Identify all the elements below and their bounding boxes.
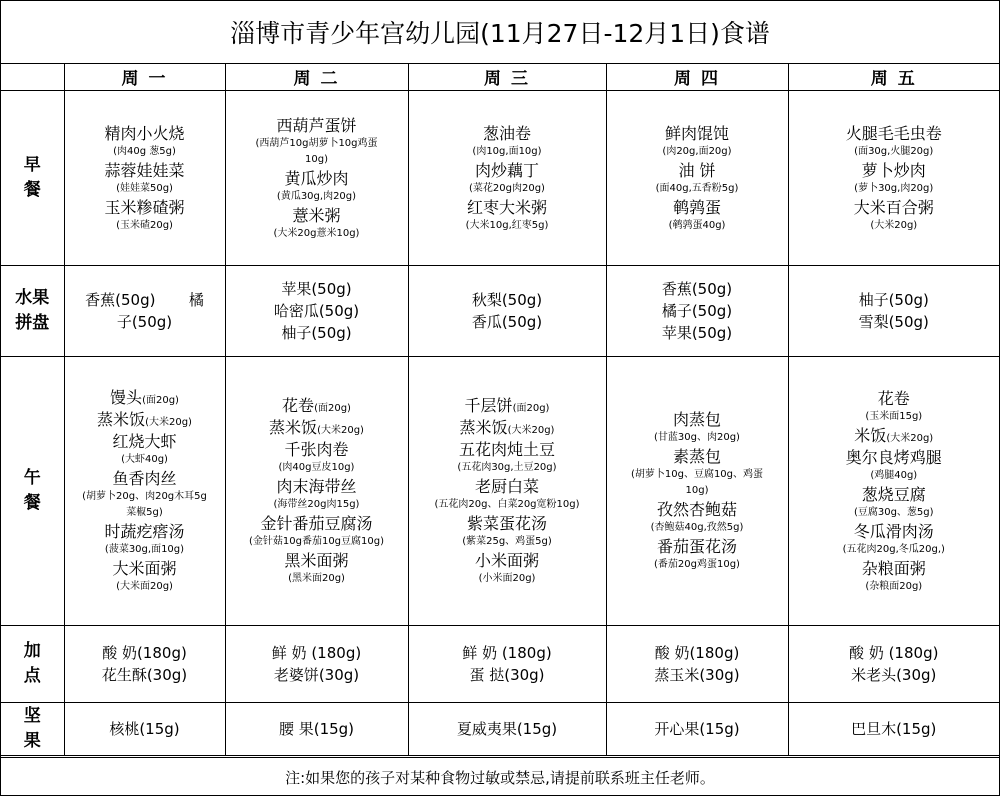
ingredient-note: (面30g,火腿20g) <box>854 145 934 157</box>
menu-cell <box>408 703 606 756</box>
day-header: 周 一 <box>64 63 225 91</box>
menu-cell <box>408 91 606 266</box>
menu-item: 酸 奶(180g) <box>102 644 187 662</box>
menu-item: 柚子(50g) <box>281 324 352 342</box>
dish-name: 玉米糁碴粥 <box>104 197 185 217</box>
fruit-row <box>1 266 999 357</box>
menu-cell <box>408 357 606 626</box>
ingredient-note: (胡萝卜10g、豆腐10g、鸡蛋 <box>630 469 764 480</box>
ingredient-note: (娃娃菜50g) <box>116 182 173 194</box>
dish-name: 奥尔良烤鸡腿 <box>845 447 942 467</box>
menu-cell <box>408 266 606 357</box>
meal-label <box>1 91 64 266</box>
dish-line <box>65 387 225 409</box>
menu-item: 米老头(30g) <box>851 666 937 684</box>
dish-name: 孜然杏鲍菇 <box>656 500 737 519</box>
meal-label <box>1 626 64 703</box>
dish-name: 黑米面粥 <box>284 551 349 570</box>
dish-name: 米饭 <box>854 425 887 445</box>
dish-name: 精肉小火烧 <box>104 123 185 143</box>
lunch-row <box>1 357 999 626</box>
dish-name: 杂粮面粥 <box>861 558 926 578</box>
meal-label-text: 果 <box>23 731 41 751</box>
dish-name: 蒸米饭 <box>459 418 508 437</box>
dish-name: 冬瓜滑肉汤 <box>853 521 934 541</box>
ingredient-note: (豆腐30g、葱5g) <box>853 506 934 518</box>
ingredient-note: (胡萝卜20g、肉20g木耳5g <box>82 491 207 502</box>
menu-item: 秋梨(50g) <box>471 291 543 309</box>
meal-label-text: 点 <box>23 666 41 686</box>
ingredient-note: (萝卜30g,肉20g) <box>854 182 934 194</box>
ingredient-note: (大米20g) <box>870 219 918 231</box>
ingredient-note: (紫菜25g、鸡蛋5g) <box>462 536 552 547</box>
menu-cell <box>788 266 999 357</box>
dish-name: 肉末海带丝 <box>276 477 357 496</box>
dish-name: 花卷 <box>282 396 315 415</box>
meal-label-text: 坚 <box>23 706 41 726</box>
dish-name: 红枣大米粥 <box>466 197 547 217</box>
dish-name: 西葫芦蛋饼 <box>276 115 357 135</box>
menu-item: 蒸玉米(30g) <box>654 666 740 684</box>
dish-name: 蒜蓉娃娃菜 <box>104 160 185 180</box>
meal-label-text: 餐 <box>23 493 41 513</box>
meal-label <box>1 357 64 626</box>
menu-cell <box>225 91 408 266</box>
menu-item: 鲜 奶 (180g) <box>462 644 552 662</box>
ingredient-note: 菜椒5g) <box>126 507 163 518</box>
menu-cell <box>64 357 225 626</box>
dish-name: 大米面粥 <box>112 559 177 578</box>
snack-row <box>1 626 999 703</box>
dish-name: 千层饼 <box>464 396 513 415</box>
ingredient-note: (大米20g) <box>145 417 192 428</box>
dish-line <box>409 417 606 439</box>
menu-item: 老婆饼(30g) <box>273 666 360 684</box>
dish-name: 葱烧豆腐 <box>861 484 926 504</box>
dish-name: 千张肉卷 <box>284 440 349 459</box>
ingredient-note: (黑米面20g) <box>288 573 345 584</box>
menu-cell <box>408 626 606 703</box>
menu-item: 苹果(50g) <box>661 324 733 342</box>
dish-name: 红烧大虾 <box>112 432 177 451</box>
menu-item: 雪梨(50g) <box>858 313 929 331</box>
menu-cell <box>788 357 999 626</box>
corner-cell <box>1 63 64 91</box>
dish-name: 肉炒藕丁 <box>474 160 539 180</box>
menu-cell <box>606 266 788 357</box>
menu-cell <box>64 703 225 756</box>
page-title: 淄博市青少年宫幼儿园(11月27日-12月1日)食谱 <box>1 1 999 64</box>
day-header: 周 二 <box>225 63 408 91</box>
dish-name: 薏米粥 <box>292 205 341 225</box>
menu-item: 香蕉(50g) 橘 <box>85 291 204 309</box>
menu-cell <box>788 703 999 756</box>
ingredient-note: (菜花20g肉20g) <box>469 182 545 194</box>
dish-name: 萝卜炒肉 <box>861 160 926 180</box>
meal-label <box>1 266 64 357</box>
menu-item: 核桃(15g) <box>109 720 180 738</box>
meal-label <box>1 703 64 756</box>
ingredient-note: (大米10g,红枣5g) <box>465 219 549 231</box>
ingredient-note: (五花肉20g,冬瓜20g,) <box>842 543 945 555</box>
ingredient-note: (黄瓜30g,肉20g) <box>276 190 357 202</box>
dish-line <box>226 417 408 439</box>
menu-item: 子(50g) <box>116 313 173 331</box>
ingredient-note: (肉20g,面20g) <box>662 145 732 157</box>
dish-name: 番茄蛋花汤 <box>656 537 737 556</box>
ingredient-note: (玉米碴20g) <box>116 219 173 231</box>
dish-name: 老厨白菜 <box>474 477 539 496</box>
dish-name: 黄瓜炒肉 <box>284 168 349 188</box>
dish-name: 火腿毛毛虫卷 <box>845 123 942 143</box>
menu-item: 开心果(15g) <box>654 720 740 738</box>
menu-cell <box>788 626 999 703</box>
ingredient-note: (面20g) <box>314 403 351 414</box>
menu-item: 夏威夷果(15g) <box>456 720 558 738</box>
dish-name: 大米百合粥 <box>853 197 934 217</box>
nuts-row <box>1 703 999 756</box>
dish-name: 时蔬疙瘩汤 <box>104 522 185 541</box>
allergy-note: 注:如果您的孩子对某种食物过敏或禁忌,请提前联系班主任老师。 <box>1 757 999 796</box>
menu-cell <box>225 266 408 357</box>
ingredient-note: (肉40g 葱5g) <box>113 145 176 157</box>
dish-line <box>409 395 606 417</box>
day-header: 周 三 <box>408 63 606 91</box>
dish-line <box>789 425 1000 447</box>
menu-item: 哈密瓜(50g) <box>273 302 360 320</box>
menu-item: 酸 奶 (180g) <box>849 644 939 662</box>
meal-label-text: 午 <box>23 468 41 488</box>
dish-name: 鱼香肉丝 <box>112 469 177 488</box>
dish-name: 蒸米饭 <box>97 410 146 429</box>
meal-label-text: 餐 <box>23 180 41 200</box>
menu-item: 腰 果(15g) <box>278 720 355 738</box>
menu-cell <box>225 357 408 626</box>
dish-name: 素蒸包 <box>672 447 721 466</box>
menu-cell <box>606 91 788 266</box>
day-header: 周 五 <box>788 63 999 91</box>
menu-item: 香蕉(50g) <box>661 280 733 298</box>
menu-item: 香瓜(50g) <box>471 313 543 331</box>
ingredient-note: (大米面20g) <box>116 581 173 592</box>
day-header: 周 四 <box>606 63 788 91</box>
ingredient-note: (五花肉20g、白菜20g宽粉10g) <box>434 499 580 510</box>
menu-item: 橘子(50g) <box>661 302 733 320</box>
ingredient-note: (大米20g) <box>507 425 555 436</box>
meal-label-text: 拼盘 <box>15 313 50 333</box>
menu-item: 巴旦木(15g) <box>851 720 937 738</box>
ingredient-note: (杂粮面20g) <box>865 580 923 592</box>
ingredient-note: (五花肉30g,土豆20g) <box>457 462 557 473</box>
dish-name: 蒸米饭 <box>269 418 318 437</box>
dish-line <box>65 409 225 431</box>
ingredient-note: (大米20g) <box>886 432 934 444</box>
ingredient-note: (大米20g薏米10g) <box>273 227 360 239</box>
ingredient-note: (大米20g) <box>317 425 364 436</box>
ingredient-note: (菠菜30g,面10g) <box>104 544 185 555</box>
dish-name: 鲜肉馄饨 <box>664 123 729 143</box>
dish-line <box>226 395 408 417</box>
menu-cell <box>606 626 788 703</box>
dish-name: 五花肉炖土豆 <box>458 440 555 459</box>
ingredient-note: (面20g) <box>142 395 179 406</box>
ingredient-note: (海带丝20g肉15g) <box>273 499 360 510</box>
menu-item: 柚子(50g) <box>858 291 929 309</box>
meal-label-text: 早 <box>23 155 41 175</box>
dish-name: 花卷 <box>877 388 910 408</box>
ingredient-note: (鹌鹑蛋40g) <box>668 219 726 231</box>
ingredient-note: (杏鲍菇40g,孜然5g) <box>650 522 744 533</box>
ingredient-note: (肉40g豆皮10g) <box>278 462 355 473</box>
ingredient-note: (甘蓝30g、肉20g) <box>654 432 740 443</box>
ingredient-note: (大虾40g) <box>121 454 168 465</box>
menu-cell <box>225 703 408 756</box>
dish-name: 油 饼 <box>678 160 716 180</box>
header-row <box>1 63 999 91</box>
ingredient-note: 10g) <box>685 485 709 496</box>
ingredient-note: (面40g,五香粉5g) <box>655 182 739 194</box>
menu-cell <box>606 357 788 626</box>
meal-label-text: 加 <box>23 641 41 661</box>
menu-item: 蛋 挞(30g) <box>469 666 545 684</box>
ingredient-note: (面20g) <box>512 403 550 414</box>
menu-cell <box>64 266 225 357</box>
dish-name: 紫菜蛋花汤 <box>466 514 547 533</box>
ingredient-note: 10g) <box>305 153 328 165</box>
menu-cell <box>64 626 225 703</box>
ingredient-note: (肉10g,面10g) <box>472 145 542 157</box>
dish-name: 葱油卷 <box>482 123 531 143</box>
dish-name: 馒头 <box>110 388 143 407</box>
menu-item: 酸 奶(180g) <box>654 644 740 662</box>
menu-item: 苹果(50g) <box>281 280 352 298</box>
meal-label-text: 水果 <box>15 288 50 308</box>
ingredient-note: (鸡腿40g) <box>870 469 918 481</box>
menu-cell <box>64 91 225 266</box>
menu-cell <box>225 626 408 703</box>
menu-cell <box>788 91 999 266</box>
ingredient-note: (番茄20g鸡蛋10g) <box>654 559 740 570</box>
breakfast-row <box>1 91 999 266</box>
dish-name: 鹌鹑蛋 <box>672 197 721 217</box>
menu-item: 鲜 奶 (180g) <box>271 644 362 662</box>
menu-table <box>1 63 999 756</box>
ingredient-note: (西葫芦10g胡萝卜10g鸡蛋 <box>255 137 378 149</box>
dish-name: 金针番茄豆腐汤 <box>260 514 373 533</box>
ingredient-note: (小米面20g) <box>478 573 536 584</box>
menu-item: 花生酥(30g) <box>101 666 188 684</box>
ingredient-note: (玉米面15g) <box>865 410 923 422</box>
dish-name: 小米面粥 <box>474 551 539 570</box>
ingredient-note: (金针菇10g番茄10g豆腐10g) <box>248 536 385 547</box>
menu-cell <box>606 703 788 756</box>
dish-name: 肉蒸包 <box>672 410 721 429</box>
